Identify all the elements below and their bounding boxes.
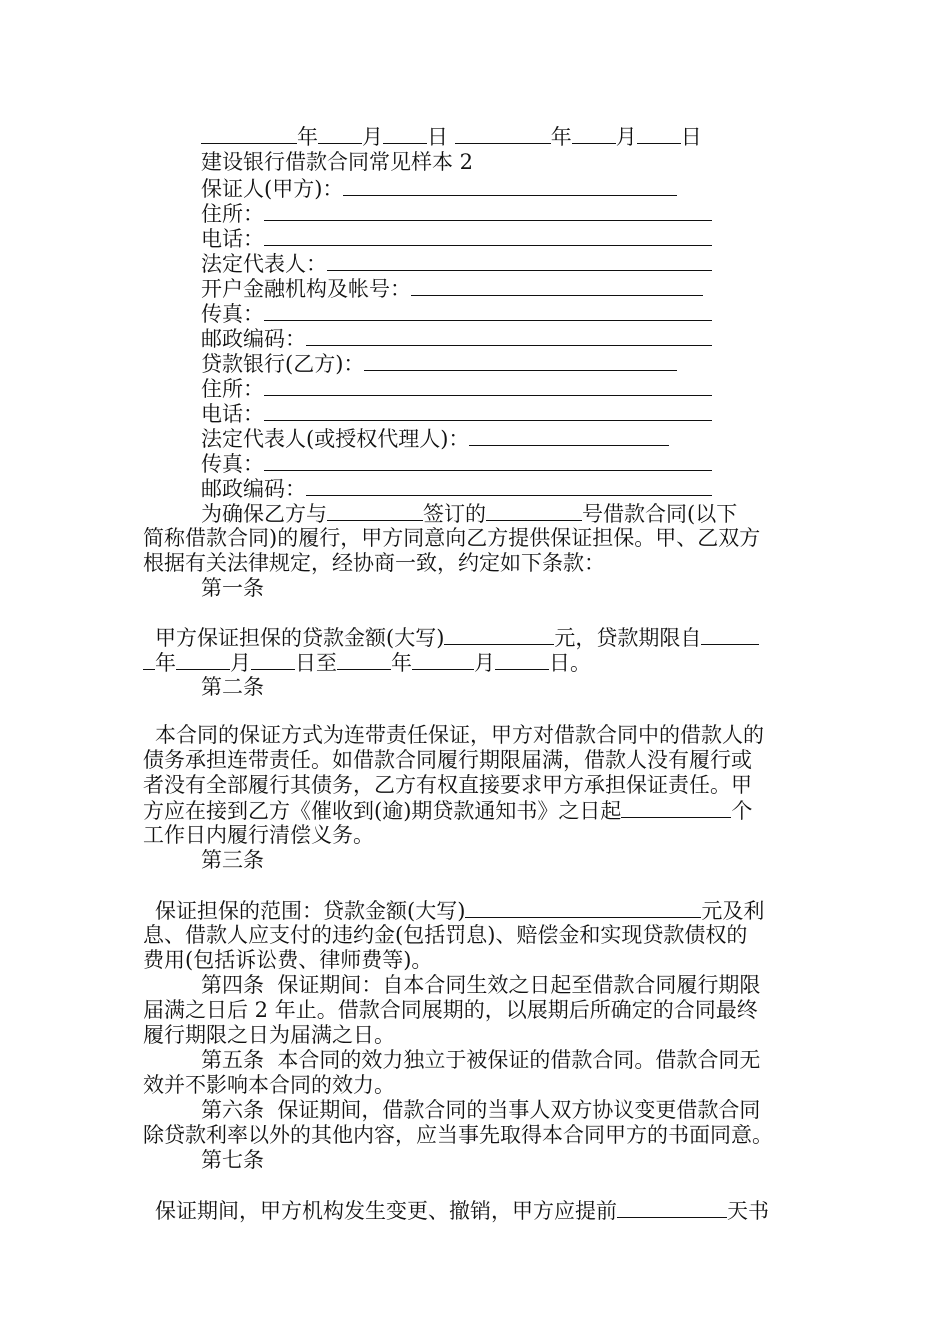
text-span: 日至: [295, 651, 337, 675]
guarantor-phone-field: [201, 226, 712, 251]
field-label: 法定代表人(或授权代理人)：: [201, 427, 470, 451]
guarantor-legal-rep-field: [201, 251, 712, 276]
blank-field: [465, 898, 701, 918]
year-label: 年: [297, 125, 318, 149]
blank-field: [455, 124, 551, 144]
text-span: 甲方保证担保的贷款金额(大写): [155, 626, 445, 650]
blank-field: [444, 625, 554, 645]
text-span: 元，贷款期限自: [554, 626, 702, 650]
article-paragraph-line: 第六条 保证期间，借款合同的当事人双方协议变更借款合同: [201, 1098, 761, 1122]
field-label: 电话：: [201, 402, 264, 426]
field-label: 邮政编码：: [201, 327, 306, 351]
guarantor-bank-account-field: [201, 276, 703, 301]
day-label: 日: [427, 125, 448, 149]
text-span: 个: [731, 799, 753, 823]
text-span: 签订的: [423, 502, 486, 526]
article-paragraph-line: 者没有全部履行其债务，乙方有权直接要求甲方承担保证责任。甲: [143, 773, 752, 797]
blank-field: [264, 376, 712, 396]
lender-address-field: [201, 376, 712, 401]
article-paragraph-line: [143, 650, 591, 675]
article-paragraph-line: [155, 898, 764, 923]
field-label: 法定代表人：: [201, 252, 327, 276]
blank-field: [637, 124, 681, 144]
blank-field: [343, 176, 677, 196]
blank-field: [264, 201, 712, 221]
guarantor-field: [201, 176, 677, 201]
lender-fax-field: [201, 451, 712, 476]
article-paragraph-line: [143, 798, 752, 823]
text-span: 号借款合同(以下: [582, 502, 738, 526]
text-span: 方应在接到乙方《催收到(逾)期贷款通知书》之日起: [143, 799, 622, 823]
text-span: 为确保乙方与: [201, 502, 327, 526]
blank-field: [486, 501, 582, 521]
field-label: 住所：: [201, 377, 264, 401]
blank-field: [701, 625, 759, 645]
article-paragraph-line: 费用(包括诉讼费、律师费等)。: [143, 948, 433, 972]
date-line: [201, 124, 702, 149]
blank-field: [264, 401, 712, 421]
text-span: 保证期间，甲方机构发生变更、撤销，甲方应提前: [155, 1199, 617, 1223]
field-label: 电话：: [201, 227, 264, 251]
field-label: 传真：: [201, 302, 264, 326]
blank-field: [264, 226, 712, 246]
blank-field: [495, 650, 549, 670]
article-paragraph-line: 履行期限之日为届满之日。: [143, 1023, 395, 1047]
article-heading: 第一条: [201, 576, 264, 600]
guarantor-postcode-field: [201, 326, 712, 351]
text-span: 月: [474, 651, 495, 675]
preamble-line: [201, 501, 737, 526]
month-label: 月: [362, 125, 383, 149]
blank-field: [264, 451, 712, 471]
blank-field: [318, 124, 362, 144]
month-label: 月: [615, 125, 637, 149]
lender-legal-rep-field: [201, 426, 669, 451]
text-span: 年: [391, 651, 412, 675]
blank-field: [306, 476, 712, 496]
blank-field: [411, 276, 703, 296]
blank-field: [337, 650, 391, 670]
year-label: 年: [550, 125, 572, 149]
blank-field: [412, 650, 474, 670]
guarantor-address-field: [201, 201, 712, 226]
blank-field: [572, 124, 616, 144]
article-paragraph-line: 效并不影响本合同的效力。: [143, 1073, 395, 1097]
article-paragraph-line: 第五条 本合同的效力独立于被保证的借款合同。借款合同无: [201, 1048, 761, 1072]
article-paragraph-line: [155, 625, 759, 650]
article-heading: 第二条: [201, 675, 264, 699]
article-paragraph-line: 债务承担连带责任。如借款合同履行期限届满，借款人没有履行或: [143, 748, 752, 772]
preamble-line: 简称借款合同)的履行，甲方同意向乙方提供保证担保。甲、乙双方: [143, 526, 761, 550]
blank-field: [143, 650, 155, 670]
field-label: 贷款银行(乙方)：: [201, 352, 365, 376]
blank-field: [201, 124, 297, 144]
lender-postcode-field: [201, 476, 712, 501]
field-label: 开户金融机构及帐号：: [201, 277, 411, 301]
article-paragraph-line: 工作日内履行清偿义务。: [143, 823, 374, 847]
blank-field: [383, 124, 427, 144]
text-span: 月: [230, 651, 251, 675]
preamble-line: 根据有关法律规定，经协商一致，约定如下条款：: [143, 551, 605, 575]
text-span: 元及利: [701, 899, 765, 923]
article-heading: 第三条: [201, 848, 264, 872]
blank-field: [617, 1198, 727, 1218]
blank-field: [306, 326, 712, 346]
field-label: 邮政编码：: [201, 477, 306, 501]
text-span: 天书: [727, 1199, 769, 1223]
blank-field: [364, 351, 677, 371]
blank-field: [251, 650, 295, 670]
day-label: 日: [680, 125, 702, 149]
blank-field: [264, 301, 712, 321]
blank-field: [327, 501, 423, 521]
article-paragraph-line: 息、借款人应支付的违约金(包括罚息)、赔偿金和实现贷款债权的: [143, 923, 748, 947]
blank-field: [327, 251, 712, 271]
blank-field: [621, 798, 731, 818]
article-paragraph-line: 本合同的保证方式为连带责任保证，甲方对借款合同中的借款人的: [155, 723, 764, 747]
guarantor-fax-field: [201, 301, 712, 326]
document-title: 建设银行借款合同常见样本 2: [201, 150, 474, 174]
article-heading: 第七条: [201, 1148, 264, 1172]
article-paragraph-line: 第四条 保证期间：自本合同生效之日起至借款合同履行期限: [201, 973, 761, 997]
blank-field: [469, 426, 669, 446]
lender-phone-field: [201, 401, 712, 426]
field-label: 传真：: [201, 452, 264, 476]
article-paragraph-line: 届满之日后 2 年止。借款合同展期的，以展期后所确定的合同最终: [143, 998, 758, 1022]
article-paragraph-line: 除贷款利率以外的其他内容，应当事先取得本合同甲方的书面同意。: [143, 1123, 773, 1147]
field-label: 保证人(甲方)：: [201, 177, 344, 201]
article-paragraph-line: [155, 1198, 769, 1223]
blank-field: [176, 650, 230, 670]
field-label: 住所：: [201, 202, 264, 226]
text-span: 日。: [549, 651, 591, 675]
text-span: 保证担保的范围：贷款金额(大写): [155, 899, 466, 923]
text-span: 年: [155, 651, 176, 675]
lender-field: [201, 351, 677, 376]
